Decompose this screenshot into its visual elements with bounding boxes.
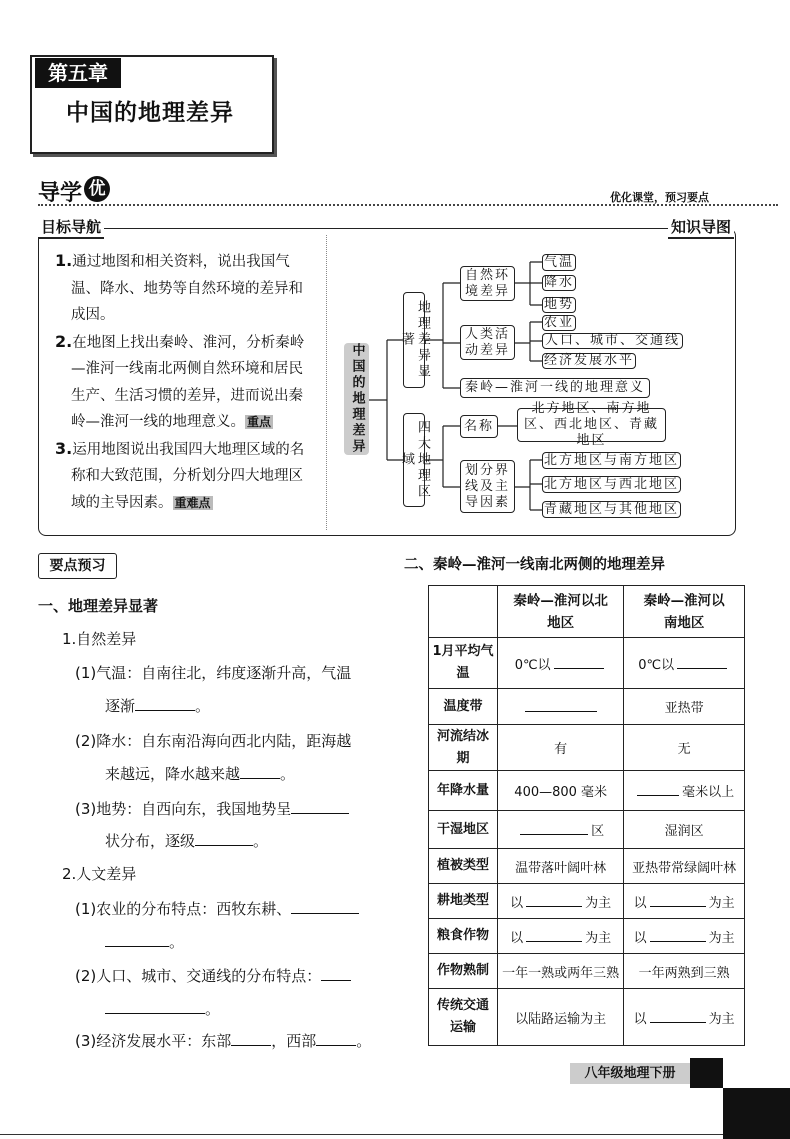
cell-text: 以 <box>633 930 647 946</box>
row-label: 植被类型 <box>429 849 498 884</box>
preview-text: 。 <box>195 697 211 715</box>
fill-blank[interactable] <box>195 830 253 846</box>
mindmap-node-qinling-significance: 秦岭—淮河一线的地理意义 <box>460 378 650 398</box>
cell-south <box>624 689 745 725</box>
cell-text: 为主 <box>585 930 612 946</box>
cell-north <box>498 989 624 1046</box>
mindmap-leaf: 地势 <box>543 297 574 312</box>
row-label: 粮食作物 <box>429 919 498 954</box>
cell-text: 为主 <box>708 930 735 946</box>
cell-text: 0℃以 <box>638 657 675 673</box>
table-row <box>429 919 745 954</box>
mindmap-branch-regions: 四大地理区域 <box>403 413 425 507</box>
row-label: 传统交通运输 <box>429 989 498 1046</box>
mindmap-leaf: 北方地区、南方地区、西北地区、青藏地区 <box>517 408 666 442</box>
table-row <box>429 849 745 884</box>
preview-line <box>105 830 268 851</box>
preview-line <box>38 595 158 616</box>
table-row <box>429 884 745 919</box>
mindmap-node-human: 人类活动差异 <box>460 325 515 360</box>
mindmap-node-natural: 自然环境差异 <box>460 266 515 301</box>
cell-text: 无 <box>677 742 691 757</box>
tab-knowledge-map: 知识导图 <box>668 216 734 239</box>
cell-north <box>498 811 624 849</box>
mindmap-branch-differences: 地理差异显著 <box>403 292 425 388</box>
mindmap-leaf: 北方地区与西北地区 <box>543 476 679 492</box>
row-label: 年降水量 <box>429 771 498 811</box>
tab-goal-navigation: 目标导航 <box>38 216 104 239</box>
mindmap-leaf: 经济发展水平 <box>543 353 634 368</box>
fill-blank[interactable] <box>105 931 169 947</box>
mindmap-leaf: 农业 <box>543 315 574 330</box>
cell-text: 以 <box>510 895 524 911</box>
table-row <box>429 989 745 1046</box>
col-north: 秦岭—淮河以北地区 <box>498 586 624 638</box>
fill-blank[interactable] <box>637 782 679 796</box>
goal-number: 2. <box>55 331 73 351</box>
cell-text: 为主 <box>708 1011 735 1027</box>
preview-line <box>75 798 349 819</box>
cell-text: 以 <box>633 1011 647 1027</box>
preview-text: (1)农业的分布特点：西牧东耕、 <box>75 900 292 918</box>
mindmap-leaf: 人口、城市、交通线 <box>542 333 683 349</box>
preview-line <box>75 965 351 986</box>
table-corner <box>429 586 498 638</box>
preview-text: 2.人文差异 <box>62 865 137 883</box>
cell-text: 一年两熟到三熟 <box>638 965 730 981</box>
preview-text: ，西部 <box>271 1032 317 1050</box>
comparison-heading: 二、秦岭—淮河一线南北两侧的地理差异 <box>404 557 665 573</box>
guide-slogan: 优化课堂，预习要点 <box>610 191 709 204</box>
preview-text: 。 <box>356 1032 372 1050</box>
table-row <box>429 954 745 989</box>
preview-heading: 要点预习 <box>38 553 117 579</box>
preview-line <box>62 628 136 649</box>
preview-text: (2)降水：自东南沿海向西北内陆，距海越 <box>75 732 352 750</box>
cell-south <box>624 725 745 771</box>
cell-text: 区 <box>591 824 605 839</box>
fill-blank[interactable] <box>554 655 604 669</box>
preview-text: 状分布，逐级 <box>105 832 196 850</box>
goal-text: 通过地图和相关资料，说出我国气温、降水、地势等自然环境的差异和成因。 <box>71 254 303 323</box>
fill-blank[interactable] <box>240 763 280 779</box>
fill-blank[interactable] <box>650 1009 706 1023</box>
preview-text: (3)地势：自西向东，我国地势呈 <box>75 800 292 818</box>
goal-number: 1. <box>55 251 73 270</box>
preview-line <box>75 1030 371 1051</box>
preview-text: (1)气温：自南往北，纬度逐渐升高，气温 <box>75 664 352 682</box>
row-label: 温度带 <box>429 689 498 725</box>
difficult-point-tag: 重难点 <box>174 495 211 510</box>
cell-south <box>624 919 745 954</box>
preview-line <box>75 730 351 751</box>
fill-blank[interactable] <box>135 695 195 711</box>
mindmap-node-boundaries: 划分界线及主导因素 <box>460 460 515 513</box>
preview-text: 1.自然差异 <box>62 630 137 648</box>
chapter-label: 第五章 <box>35 58 121 88</box>
fill-blank[interactable] <box>650 928 706 942</box>
table-header-row <box>429 586 745 638</box>
cell-text: 温带落叶阔叶林 <box>515 860 607 876</box>
cell-south <box>624 771 745 811</box>
preview-text: 。 <box>205 1000 221 1018</box>
table-row <box>429 689 745 725</box>
col-south: 秦岭—淮河以南地区 <box>624 586 745 638</box>
cell-text: 亚热带常绿阔叶林 <box>632 860 737 876</box>
fill-blank[interactable] <box>525 698 597 712</box>
preview-line <box>75 898 359 919</box>
mindmap-root: 中国的地理差异 <box>344 343 369 455</box>
fill-blank[interactable] <box>321 965 351 981</box>
preview-line <box>105 931 184 952</box>
fill-blank[interactable] <box>105 998 205 1014</box>
guide-logo-text: 导学 <box>38 181 83 206</box>
table-row <box>429 811 745 849</box>
table-row <box>429 771 745 811</box>
corner-block <box>723 1088 790 1139</box>
preview-text: 一、地理差异显著 <box>38 597 159 615</box>
cell-south <box>624 989 745 1046</box>
row-label: 干湿地区 <box>429 811 498 849</box>
fill-blank[interactable] <box>677 655 727 669</box>
fill-blank[interactable] <box>291 898 359 914</box>
comparison-table <box>428 585 745 1046</box>
table-row <box>429 638 745 689</box>
cell-text: 毫米以上 <box>682 785 735 800</box>
mindmap-leaf: 北方地区与南方地区 <box>543 452 679 468</box>
cell-text: 400—800 毫米 <box>514 785 608 800</box>
cell-text: 一年一熟或两年三熟 <box>502 965 620 981</box>
cell-text: 为主 <box>585 895 612 911</box>
preview-line <box>105 695 210 716</box>
cell-north <box>498 919 624 954</box>
fill-blank[interactable] <box>520 821 588 835</box>
cell-text: 有 <box>554 742 568 757</box>
cell-north <box>498 884 624 919</box>
preview-line <box>105 998 220 1019</box>
mindmap-node-names: 名称 <box>460 415 498 438</box>
preview-line <box>105 763 295 784</box>
fill-blank[interactable] <box>526 928 582 942</box>
cell-north <box>498 725 624 771</box>
cell-text: 以陆路运输为主 <box>515 1011 607 1027</box>
mindmap-leaf: 气温 <box>543 254 574 270</box>
mindmap-leaf: 青藏地区与其他地区 <box>543 501 679 517</box>
preview-line <box>62 863 136 884</box>
preview-text: 。 <box>280 765 296 783</box>
preview-text: (2)人口、城市、交通线的分布特点： <box>75 967 322 985</box>
cell-text: 湿润区 <box>664 824 704 839</box>
cell-north <box>498 638 624 689</box>
cell-south <box>624 954 745 989</box>
preview-text: (3)经济发展水平：东部 <box>75 1032 232 1050</box>
preview-line <box>75 662 351 683</box>
goal-text: 运用地图说出我国四大地理区域的名称和大致范围，分析划分四大地理区域的主导因素。 <box>71 441 305 511</box>
row-label: 1月平均气温 <box>429 638 498 689</box>
preview-text: 。 <box>169 933 185 951</box>
table-row <box>429 725 745 771</box>
book-label: 八年级地理下册 <box>570 1063 690 1084</box>
fill-blank[interactable] <box>291 798 349 814</box>
corner-mark <box>690 1058 723 1088</box>
cell-south <box>624 849 745 884</box>
cell-south <box>624 811 745 849</box>
mindmap-leaf: 降水 <box>543 275 574 290</box>
guide-badge: 优 <box>84 176 110 202</box>
cell-north <box>498 954 624 989</box>
cell-text: 0℃以 <box>514 657 551 673</box>
goal-text: 在地图上找出秦岭、淮河，分析秦岭—淮河一线南北两侧自然环境和居民生产、生活习惯的差异，进而说出秦岭—淮河一线的地理意义。 <box>71 334 305 430</box>
cell-south <box>624 638 745 689</box>
cell-north <box>498 771 624 811</box>
page-edge <box>0 1134 790 1135</box>
fill-blank[interactable] <box>316 1030 356 1046</box>
row-label: 河流结冰期 <box>429 725 498 771</box>
goal-number: 3. <box>55 438 73 458</box>
fill-blank[interactable] <box>526 893 582 907</box>
chapter-title: 中国的地理差异 <box>66 100 234 126</box>
key-point-tag: 重点 <box>247 415 272 429</box>
row-label: 作物熟制 <box>429 954 498 989</box>
preview-text: 逐渐 <box>105 697 136 715</box>
fill-blank[interactable] <box>650 893 706 907</box>
cell-text: 亚热带 <box>664 701 704 716</box>
fill-blank[interactable] <box>231 1030 271 1046</box>
cell-text: 以 <box>633 895 647 911</box>
row-label: 耕地类型 <box>429 884 498 919</box>
cell-text: 为主 <box>708 895 735 911</box>
preview-text: 。 <box>253 832 269 850</box>
cell-south <box>624 884 745 919</box>
cell-north <box>498 849 624 884</box>
cell-text: 以 <box>510 930 524 946</box>
cell-north <box>498 689 624 725</box>
preview-text: 来越远，降水越来越 <box>105 765 241 783</box>
